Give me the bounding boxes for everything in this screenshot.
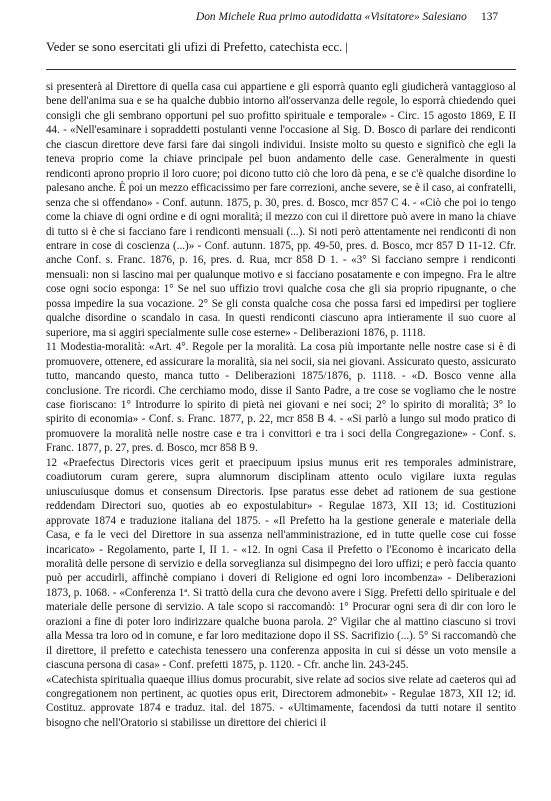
footnote-separator xyxy=(46,69,516,70)
lead-line: Veder se sono esercitati gli ufizi di Prefetto, catechista ecc. | xyxy=(46,40,348,54)
footnotes-block xyxy=(46,80,516,730)
page-header xyxy=(0,9,551,25)
page-number: 137 xyxy=(481,11,499,23)
running-title: Don Michele Rua primo autodidatta «Visitatore» Salesiano xyxy=(196,11,467,23)
footnote-12: 12 «Praefectus Directoris vices gerit et praecipuum ipsius munus erit res temporales administrare, coadiutorum curam gerere, supra alumnorum disciplinam attento oculo vigilare iuxta regulas uniuscuiusque domus et consensum Directoris. Ipse paratus esse debet ad rationem de sua gestione reddendam Directori suo, quoties ab eo expostulabitur» - Regulae 1873, XII 13; id. Costituzioni approvate 1874 e traduzione italiana del 1875. - «Il Prefetto ha la gestione generale e materiale della Casa, e fa le veci del Direttore in sua assenza nell'amministrazione, ed in tutte quelle cose cui fosse incaricato» - Regolamento, parte I, II 1. - «12. In ogni Casa il Prefetto o l'Economo è incaricato della moralità delle persone di servizio e della sorveglianza sul disimpegno dei loro uffizi; e però faccia quanto può per accudirli, affinchè compiano i doveri di Religione ed ogni loro incombenza» - Deliberazioni 1873, p. 1068. - «Conferenza 1ª. Si trattò della cura che devono avere i Sigg. Prefetti dello spirituale e del materiale delle persone di servizio. A tale scopo si raccomandò: 1° Procurar ogni sera di dir con loro le orazioni a fine di poter loro indirizzare qualche buona parola. 2° Vigilar che al mattino ciascuno si trovi alla Messa tra loro od in comune, e far loro meditazione dopo il SS. Sacrifizio (...). 5° Si raccomandò che il direttore, il prefetto e catechista tenessero una conferenza apposita in cui si désse un voto mensile a ciascuna persona di casa» - Conf. prefetti 1875, p. 1120. - Cfr. anche lin. 243-245. xyxy=(46,456,516,672)
footnote-continuation: si presenterà al Direttore di quella casa cui appartiene e gli esporrà quanto egli giudicherà vantaggioso al bene dell'anima sua e se ha qualche dubbio intorno all'osservanza delle regole, lo esporrà chiedendo quei consigli che gli sembrano opportuni pel suo profitto spirituale e temporale» - Circ. 15 agosto 1869, E II 44. - «Nell'esaminare i sopraddetti postulanti venne l'occasione al Sig. D. Bosco di parlare dei rendiconti che ciascun direttore deve farsi fare dai singoli individui. Insiste molto su questo e significò che egli la teneva proprio come la chiave principale pel buon andamento delle case. Generalmente in questi rendiconti aprono proprio il loro cuore; poi dicono tutto ciò che loro dà pena, e se c'è qualche disordine lo palesano anche. È poi un mezzo efficacissimo per fare correzioni, anche severe, se è il caso, ai confratelli, senza che si offendano» - Conf. autunn. 1875, p. 30, pres. d. Bosco, mcr 857 C 4. - «Ciò che poi io tengo come la chiave di ogni ordine e di ogni moralità; il mezzo con cui il direttore può avere in mano la chiave di tutto si è che si facciano fare i rendiconti mensuali (...). Si noti però attentamente nei rendiconti di non entrare in cose di coscienza (...)» - Conf. autunn. 1875, pp. 49-50, pres. d. Bosco, mcr 857 D 11-12. Cfr. anche Conf. s. Franc. 1876, p. 16, pres. d. Rua, mcr 858 D 1. - «3° Si facciano sempre i rendiconti mensuali: non si lascino mai per qualunque motivo e si facciano posatamente e con impegno. Fra le altre cose ogni socio esponga: 1° Se nel suo uffizio trovi qualche cosa che gli sia proprio ripugnante, o che possa impedire la sua vocazione. 2° Se gli consta qualche cosa che possa farsi ed impedirsi per togliere qualche disordine o scandalo in casa. In questi rendiconti ciascuno apra intieramente il suo cuore al superiore, ma si aggiri specialmente sulle cose esterne» - Deliberazioni 1876, p. 1118. xyxy=(46,81,516,339)
footnote-11: 11 Modestia-moralità: «Art. 4°. Regole per la moralità. La cosa più importante nelle nostre case si è di promuovere, ottenere, ed assicurare la moralità, sia nei socii, sia nei giovani. Assicurato questo, assicurato tutto, mancando questo, manca tutto - Deliberazioni 1875/1876, p. 1118. - «D. Bosco venne alla conclusione. Tre ricordi. Che cerchiamo modo, disse il Santo Padre, a tre cose se vogliamo che le nostre case fioriscano: 1° Introdurre lo spirito di pietà nei giovani e nei soci; 2° lo spirito di moralità; 3° lo spirito di economia» - Conf. s. Franc. 1877, p. 22, mcr 858 B 4. - «Si parlò a lungo sul modo pratico di promuovere la moralità nelle nostre case e tra i convittori e tra i soci della Congregazione» - Conf. s. Franc. 1877, p. 27, pres. d. Bosco, mcr 858 B 9. xyxy=(46,341,516,455)
footnote-12-continued: «Catechista spiritualia quaeque illius domus procurabit, sive relate ad socios sive relate ad caeteros qui ad congregationem non pertinent, ac quoties opus erit, Directorem admonebit» - Regulae 1873, XII 12; id. Costituz. approvate 1874 e traduz. ital. del 1875. - «Ultimamente, facendosi da tutti notare il sentito bisogno che nell'Oratorio si stabilisse un direttore dei chierici il xyxy=(46,673,516,729)
